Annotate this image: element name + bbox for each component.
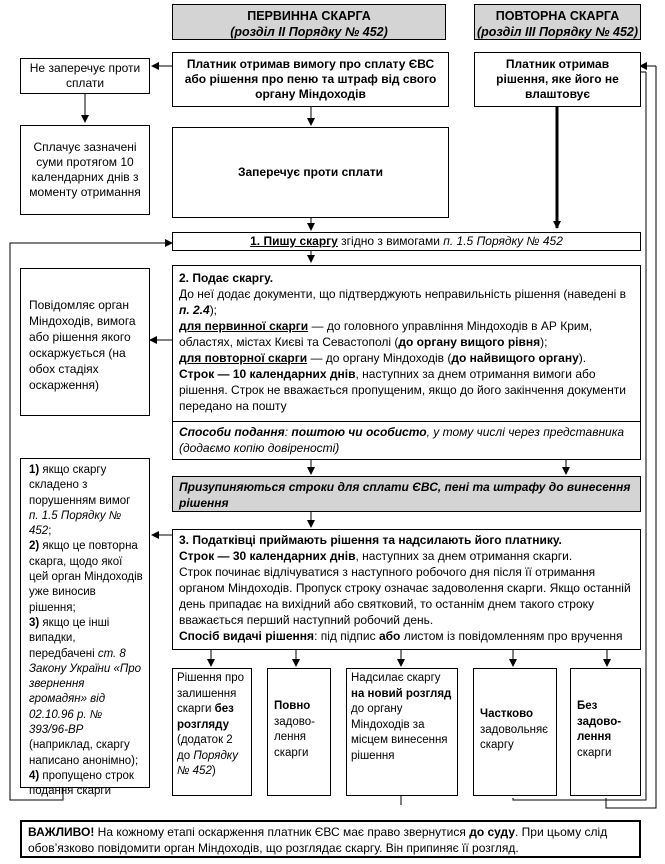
step2-rep-text: — до органу Міндоходів ( xyxy=(307,351,452,365)
outcome-leave-box xyxy=(172,668,252,796)
step3-start: Строк починає відлічуватися з наступного робочого дня після її отримання органом Міндоходів. Пропуск строку означає задоволення скарги. Якщо останній день припадає на вихідний або святковий, то останнім днем такого строку вважається перший наступний робочий день. xyxy=(179,565,631,627)
header-repeat-subtitle: (розділ ІІІ Порядку № 452) xyxy=(476,25,639,39)
repeat-receives-box xyxy=(474,52,641,107)
reason3-num: 3) xyxy=(29,616,40,629)
step2-prim-end: ); xyxy=(540,335,548,349)
suspend-box xyxy=(172,476,641,512)
step2-prim-text: — до головного управління Міндоходів в АР Крим, областях, містах Києві та Севастополі ( xyxy=(179,319,593,349)
receives-text: Платник отримав вимогу про сплату ЄВС або рішення про пеню та штраф від свого органу Міндоходів xyxy=(184,57,437,101)
step3-title: 3. Податківці приймають рішення та надсилають його платнику. xyxy=(179,533,562,547)
outcome-full-text-a: Повно xyxy=(274,700,311,712)
outcome-none-box xyxy=(570,668,641,796)
no-dispute-box xyxy=(20,58,150,94)
notify-box xyxy=(20,268,150,416)
step3-box xyxy=(172,529,641,650)
step1-ref: п. 1.5 Порядку № 452 xyxy=(443,234,563,248)
reason1-num: 1) xyxy=(29,464,40,476)
outcome-leave-text-c: (додаток 2 до xyxy=(177,734,233,762)
outcome-full-text-b: задово-лення скарги xyxy=(274,715,315,759)
step1-bold: 1. Пишу скаргу xyxy=(250,234,338,248)
reason2-text: якщо це повторна скарга, щодо якої цей орган Міндоходів уже виносив рішення; xyxy=(29,540,143,614)
header-primary xyxy=(172,4,446,40)
step2-docs-ref: п. 2.4 xyxy=(179,303,210,317)
reason4-text: пропущено строк подання скарги xyxy=(29,769,134,798)
suspend-text: Призупиняються строки для сплати ЄВС, пені та штрафу до винесення рішення xyxy=(179,480,631,510)
reason2-num: 2) xyxy=(29,540,40,553)
no-dispute-text: Не заперечує проти сплати xyxy=(29,61,141,90)
outcome-new-text-a: Надсилає скаргу xyxy=(351,672,441,684)
reason4-num: 4) xyxy=(29,769,40,782)
outcome-partial-text-a: Частково xyxy=(480,708,534,720)
receives-box xyxy=(172,52,449,107)
outcome-partial-text-b: задовольняє скаргу xyxy=(480,723,549,751)
step2-docs: До неї додає документи, що підтверджують неправильність рішення (наведені в xyxy=(179,287,627,301)
header-repeat-title: ПОВТОРНА СКАРГА xyxy=(495,9,620,23)
disputes-text: Заперечує проти сплати xyxy=(237,165,384,179)
reason3-text: якщо це інші випадки, передбачені xyxy=(29,616,110,660)
step3-way-label: Спосіб видачі рішення xyxy=(179,629,315,643)
outcome-leave-text-e: ) xyxy=(211,765,216,777)
step2-title: 2. Подає скаргу. xyxy=(179,271,274,285)
step2-box xyxy=(172,265,641,460)
step2-prim-label: для первинної скарги xyxy=(179,319,309,333)
step2-rep-bold: до найвищого органу xyxy=(451,351,579,365)
repeat-receives-text: Платник отримав рішення, яке його не влаштовує xyxy=(496,57,619,101)
outcome-leave-text-b: без розгляду xyxy=(177,703,234,731)
notify-text: Повідомляє орган Міндоходів, вимога або рішення якого оскаржується (на обох стадіях оскарження) xyxy=(29,298,136,392)
header-primary-title: ПЕРВИННА СКАРГА xyxy=(247,9,371,23)
step2-ways-colon: : xyxy=(284,425,292,439)
step2-term-label: Строк — 10 календарних днів xyxy=(179,367,356,381)
outcome-new-box xyxy=(346,668,458,796)
pays-box xyxy=(20,125,150,215)
outcome-none-text-b: скарги xyxy=(577,746,612,759)
footer-text2: . При цьому слід обов’язково повідомити орган Міндоходів, що розглядає скаргу. Він припиняє її розгляд. xyxy=(28,825,608,855)
footer-court: до суду xyxy=(469,825,515,839)
outcome-new-text-b: на новий розгляд xyxy=(351,687,452,700)
step2-ways-label: Способи подання xyxy=(179,425,285,439)
step1-mid: згідно з вимогами xyxy=(337,234,444,248)
step2-rep-label: для повторної скарги xyxy=(179,351,308,365)
step2-prim-bold: до органу вищого рівня xyxy=(398,335,541,349)
step2-ways-text: , у тому числі через представника (додаємо копію довіреності) xyxy=(179,425,625,455)
outcome-partial-box xyxy=(473,668,557,796)
outcome-none-text-a: Без задово-лення xyxy=(577,700,622,743)
step3-way-or: або xyxy=(378,629,401,643)
reason1-ref: п. 1.5 Порядку № 452 xyxy=(29,509,122,538)
outcome-leave-text-a: Рішення про залишення скарги xyxy=(177,672,244,715)
step3-way-text: : під підпис xyxy=(314,629,379,643)
outcome-full-box xyxy=(267,668,331,796)
reason1-text: якщо скаргу складено з порушенням вимог xyxy=(29,464,131,507)
step3-term-text: , наступних за днем отримання скарги. xyxy=(355,549,573,563)
footer-text1: На кожному етапі оскарження платник ЄВС має право звернутися xyxy=(94,825,470,839)
step3-term-label: Строк — 30 календарних днів xyxy=(179,549,356,563)
step1-box xyxy=(172,232,641,251)
step2-term-text: , наступних за днем отримання вимоги або рішення. Строк не вважається пропущеним, якщо до його закінчення документи передано на пошту xyxy=(179,367,626,413)
step2-rep-end: ). xyxy=(578,351,587,365)
reason3-ref: ст. 8 Закону України «Про звернення громадян» від 02.10.96 р. № 393/96-ВР xyxy=(29,647,141,737)
footer-important-box xyxy=(20,820,641,858)
pays-text: Сплачує зазначені суми протягом 10 календарних днів з моменту отримання xyxy=(29,140,141,199)
step3-way-end: листом із повідомленням про вручення xyxy=(400,629,623,643)
step2-ways-bold: поштою чи особисто xyxy=(291,425,427,439)
outcome-leave-text-d: Порядку № 452 xyxy=(177,749,238,777)
outcome-new-text-c: до органу Міндоходів за місцем винесення рішення xyxy=(351,703,448,762)
footer-important-label: ВАЖЛИВО! xyxy=(28,825,95,839)
disputes-box xyxy=(172,127,449,218)
header-repeat xyxy=(474,4,641,40)
header-primary-subtitle: (розділ ІІ Порядку № 452) xyxy=(230,25,388,39)
step2-docs-end: ); xyxy=(209,303,218,317)
reasons-box: 1) якщо скаргу складено з порушенням вимог п. 1.5 Порядку № 452; 2) якщо це повторна скарга, щодо якої цей орган Міндоходів уже виносив рішення; 3) якщо це інші випадки, передбачені ст. 8 Закону України «Про звернення громадян» від 02.10.96 р. № 393/96-ВР (наприклад, скаргу написано анонімно); 4) пропущено строк подання скарги xyxy=(20,458,150,788)
reason3-note: (наприклад, скаргу написано анонімно); xyxy=(29,739,139,767)
